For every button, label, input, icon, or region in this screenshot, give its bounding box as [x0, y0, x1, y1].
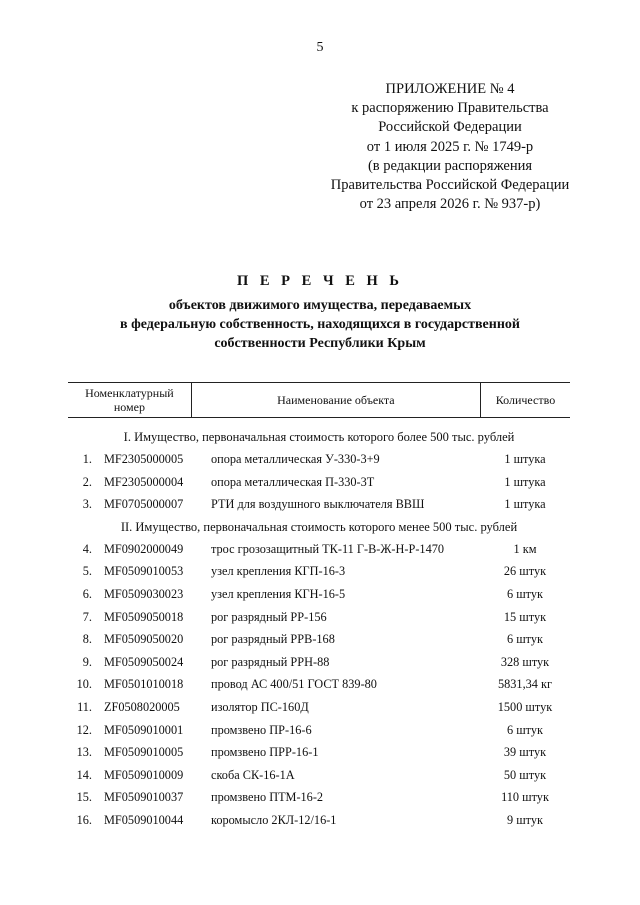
row-number: 4.: [82, 541, 92, 556]
item-name: РТИ для воздушного выключателя ВВШ: [211, 497, 425, 512]
section-title-2: II. Имущество, первоначальная стоимость которого менее 500 тыс. рублей: [120, 519, 518, 534]
subtitle-line: в федеральную собственность, находящихся в государственной: [120, 317, 520, 332]
section-2-rows: [68, 538, 570, 832]
item-quantity: 6 штук: [506, 586, 544, 601]
item-name: рог разрядный РРН-88: [211, 654, 330, 669]
appendix-line: ПРИЛОЖЕНИЕ № 4: [385, 81, 515, 97]
row-number: 14.: [76, 767, 92, 782]
header-code-line2: номер: [113, 400, 145, 414]
table-header: [68, 382, 570, 418]
document-subtitle: [0, 296, 640, 353]
row-number: 13.: [76, 745, 92, 760]
row-number: 3.: [82, 497, 92, 512]
table-row: [68, 583, 570, 606]
item-quantity: 9 штук: [506, 812, 544, 827]
item-quantity: 1 штука: [504, 497, 546, 512]
item-quantity: 1500 штук: [497, 699, 553, 714]
row-number: 8.: [82, 632, 92, 647]
table-row: [68, 628, 570, 651]
header-code-line1: Номенклатурный: [85, 386, 174, 400]
item-quantity: 6 штук: [506, 632, 544, 647]
row-number: 5.: [82, 564, 92, 579]
row-number: 2.: [82, 474, 92, 489]
row-number: 15.: [76, 790, 92, 805]
item-name: узел крепления КГП-16-3: [211, 564, 346, 579]
item-code: MF0509010009: [104, 767, 184, 782]
item-code: MF0509010044: [104, 812, 184, 827]
row-number: 12.: [76, 722, 92, 737]
item-code: MF2305000005: [104, 452, 184, 466]
row-number: 9.: [82, 654, 92, 669]
item-code: MF0509010053: [104, 564, 184, 579]
item-quantity: 110 штук: [501, 790, 549, 805]
table-row: [68, 448, 570, 471]
item-quantity: 5831,34 кг: [497, 677, 553, 692]
item-name: опора металлическая У-330-3+9: [211, 452, 380, 466]
table-row: [68, 493, 570, 516]
item-name: промзвено ПТМ-16-2: [211, 790, 324, 805]
item-name: узел крепления КГН-16-5: [211, 586, 346, 601]
page-number: 5: [316, 40, 324, 55]
row-number: 1.: [82, 452, 92, 466]
table-row: [68, 471, 570, 494]
item-quantity: 15 штук: [503, 609, 547, 624]
table-row: [68, 741, 570, 764]
item-quantity: 26 штук: [503, 564, 547, 579]
item-code: MF0902000049: [104, 541, 184, 556]
appendix-line: от 1 июля 2025 г. № 1749-р: [366, 138, 534, 155]
item-quantity: 1 штука: [504, 474, 546, 489]
table-row: [68, 809, 570, 832]
table-row: [68, 696, 570, 719]
item-code: MF0509030023: [104, 586, 184, 601]
table-row: [68, 606, 570, 629]
item-name: рог разрядный РР-156: [211, 609, 327, 624]
table-row: [68, 764, 570, 787]
table-row: [68, 538, 570, 561]
item-name: изолятор ПС-160Д: [211, 699, 309, 714]
item-name: опора металлическая П-330-3Т: [211, 474, 375, 489]
subtitle-line: объектов движимого имущества, передаваемых: [168, 298, 472, 313]
item-name: коромысло 2КЛ-12/16-1: [211, 812, 337, 827]
table-body: [68, 426, 570, 832]
table-row: [68, 673, 570, 696]
item-quantity: 1 км: [513, 541, 537, 556]
appendix-line: Российской Федерации: [378, 119, 522, 136]
row-number: 6.: [82, 586, 92, 601]
subtitle-line: собственности Республики Крым: [214, 336, 426, 351]
item-name: скоба СК-16-1А: [211, 767, 295, 782]
item-name: рог разрядный РРВ-168: [211, 632, 335, 647]
row-number: 10.: [76, 677, 92, 692]
item-code: MF0509050024: [104, 654, 184, 669]
appendix-line: от 23 апреля 2026 г. № 937-р): [359, 196, 541, 213]
section-1-rows: [68, 448, 570, 516]
item-quantity: 1 штука: [504, 452, 546, 466]
item-code: MF0501010018: [104, 677, 184, 692]
item-quantity: 50 штук: [503, 767, 547, 782]
item-quantity: 328 штук: [500, 654, 550, 669]
appendix-line: Правительства Российской Федерации: [330, 177, 570, 194]
appendix-block: [305, 80, 595, 214]
item-code: ZF0508020005: [104, 699, 180, 714]
item-code: MF0509050020: [104, 632, 184, 647]
item-name: провод АС 400/51 ГОСТ 839-80: [211, 677, 377, 692]
appendix-line: (в редакции распоряжения: [367, 157, 533, 174]
header-quantity: Количество: [480, 383, 570, 418]
item-code: MF0509050018: [104, 609, 184, 624]
document-title: П Е Р Е Ч Е Н Ь: [236, 273, 404, 289]
section-title-1: I. Имущество, первоначальная стоимость которого более 500 тыс. рублей: [123, 430, 515, 444]
header-code: [68, 383, 191, 418]
row-number: 11.: [77, 699, 92, 714]
item-code: MF2305000004: [104, 474, 184, 489]
item-quantity: 39 штук: [503, 745, 547, 760]
item-name: промзвено ПР-16-6: [211, 722, 312, 737]
row-number: 16.: [76, 812, 92, 827]
table-row: [68, 786, 570, 809]
header-name: Наименование объекта: [191, 383, 480, 418]
item-code: MF0509010005: [104, 745, 184, 760]
table-row: [68, 719, 570, 742]
item-code: MF0509010001: [104, 722, 184, 737]
item-name: промзвено ПРР-16-1: [211, 745, 319, 760]
item-quantity: 6 штук: [506, 722, 544, 737]
item-code: MF0509010037: [104, 790, 184, 805]
item-code: MF0705000007: [104, 497, 184, 512]
appendix-line: к распоряжению Правительства: [351, 100, 549, 117]
row-number: 7.: [82, 609, 92, 624]
table-row: [68, 560, 570, 583]
item-name: трос грозозащитный ТК-11 Г-В-Ж-Н-Р-1470: [211, 541, 445, 556]
table-row: [68, 651, 570, 674]
